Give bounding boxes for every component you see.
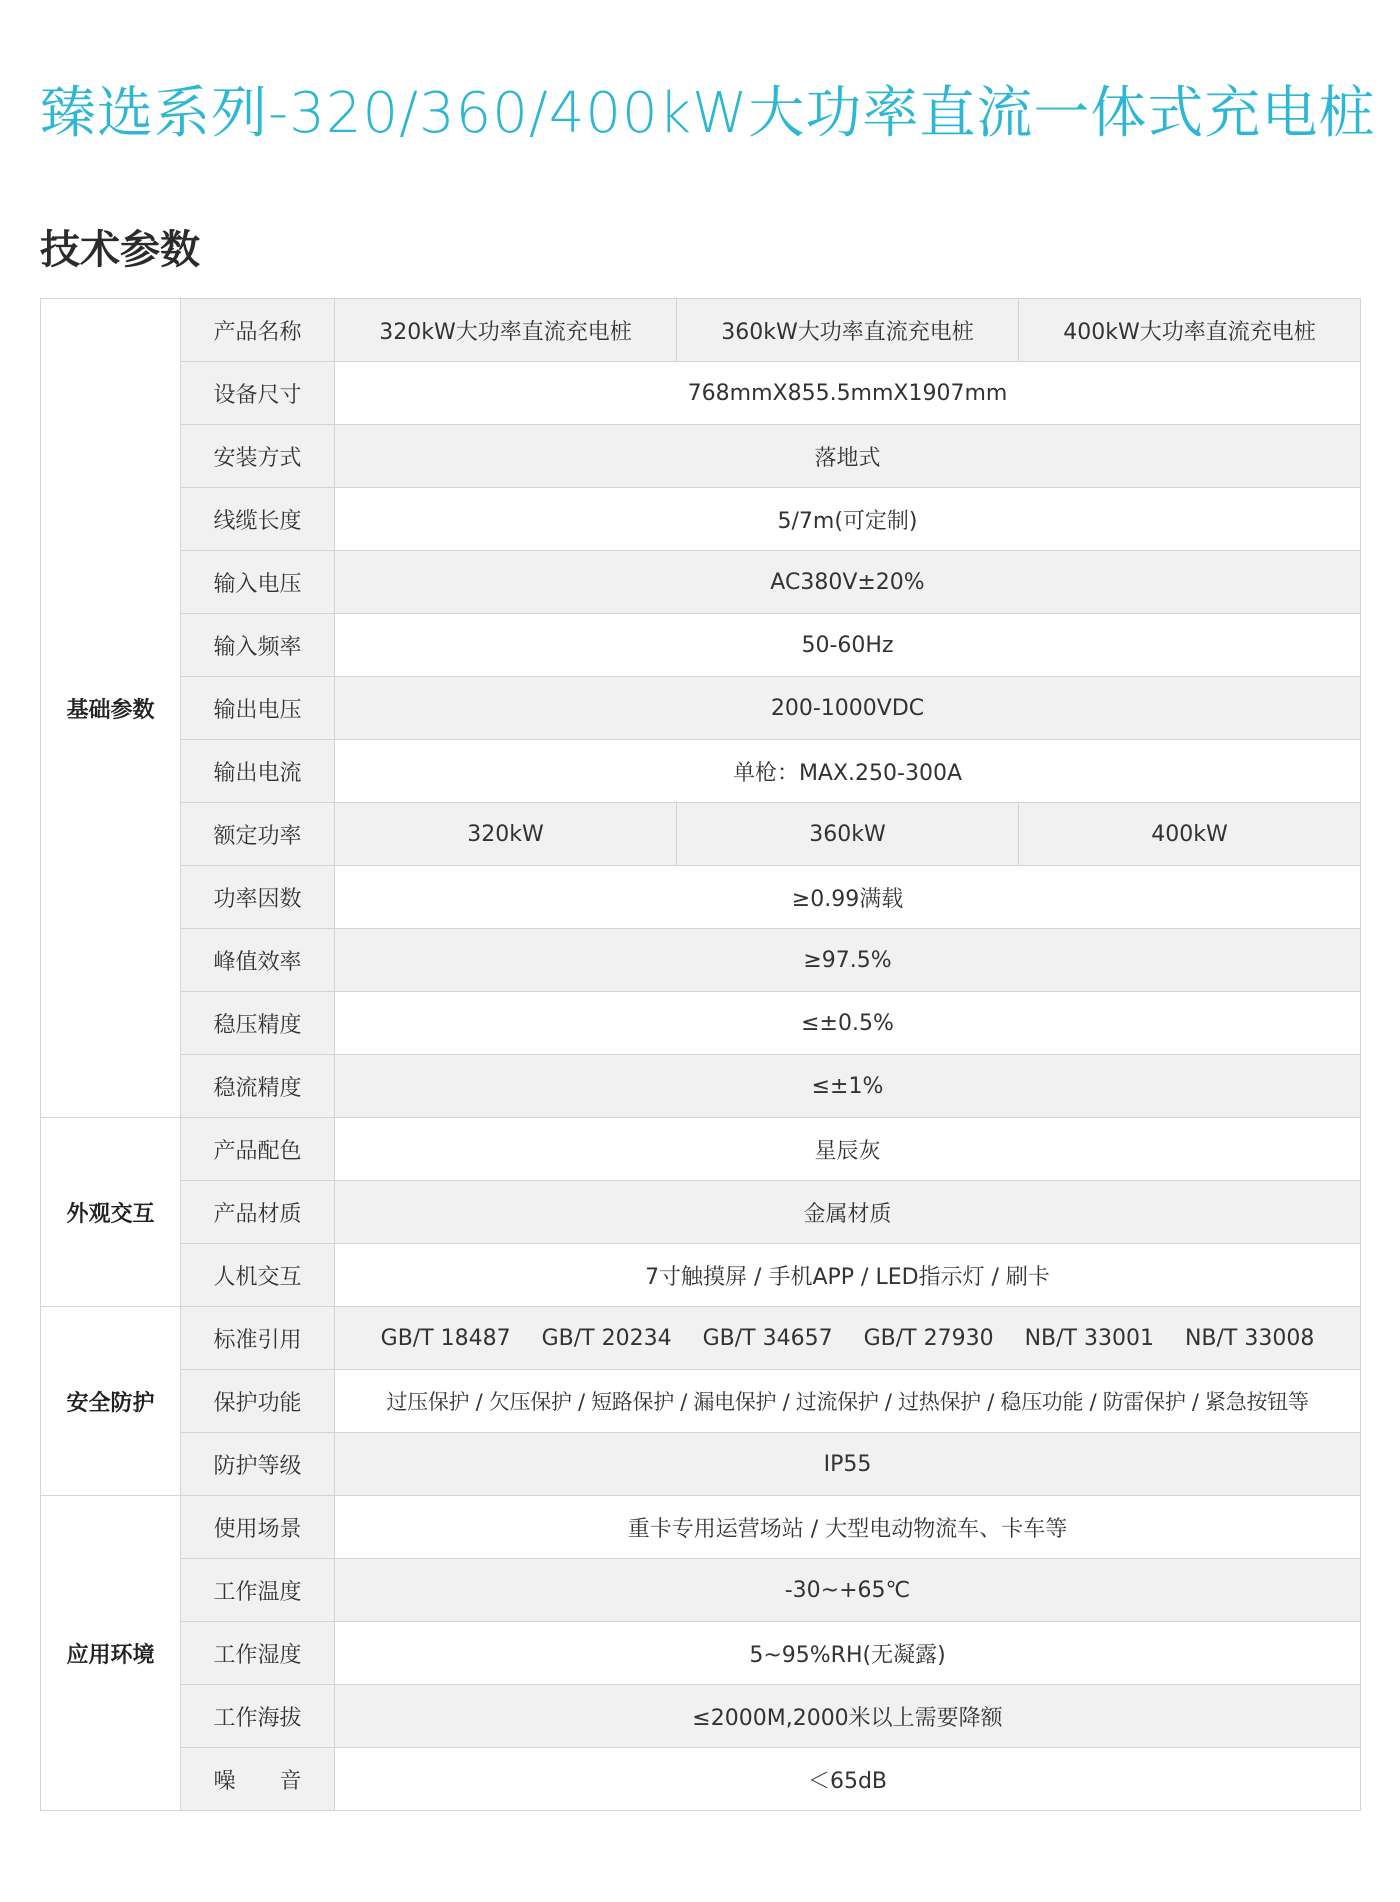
- standard-item: GB/T 20234: [541, 1325, 672, 1351]
- table-row: [41, 929, 1361, 992]
- group-label-safety: 安全防护: [41, 1307, 181, 1496]
- table-row: [41, 1433, 1361, 1496]
- row-value: 过压保护 / 欠压保护 / 短路保护 / 漏电保护 / 过流保护 / 过热保护 / 稳压功能 / 防雷保护 / 紧急按钮等: [335, 1370, 1361, 1433]
- table-row: [41, 1244, 1361, 1307]
- rated-power-400: 400kW: [1019, 803, 1361, 866]
- row-label: 稳压精度: [181, 992, 335, 1055]
- section-title: 技术参数: [40, 227, 200, 273]
- model-name-360: 360kW大功率直流充电桩: [677, 299, 1019, 362]
- row-value: IP55: [335, 1433, 1361, 1496]
- table-row: [41, 1748, 1361, 1811]
- row-value: 768mmX855.5mmX1907mm: [335, 362, 1361, 425]
- table-row: [41, 677, 1361, 740]
- row-value: 星辰灰: [335, 1118, 1361, 1181]
- row-value: 50-60Hz: [335, 614, 1361, 677]
- row-value: 5/7m(可定制): [335, 488, 1361, 551]
- row-value: ≤±1%: [335, 1055, 1361, 1118]
- table-row: [41, 1685, 1361, 1748]
- table-row: [41, 803, 1361, 866]
- table-row: [41, 1370, 1361, 1433]
- row-label: 工作海拔: [181, 1685, 335, 1748]
- row-value: ≥0.99满载: [335, 866, 1361, 929]
- standards-list: [335, 1307, 1361, 1370]
- table-row: [41, 488, 1361, 551]
- standard-item: GB/T 18487: [380, 1325, 511, 1351]
- row-value: 落地式: [335, 425, 1361, 488]
- model-name-400: 400kW大功率直流充电桩: [1019, 299, 1361, 362]
- rated-power-320: 320kW: [335, 803, 677, 866]
- table-row: [41, 551, 1361, 614]
- table-row: [41, 866, 1361, 929]
- spec-table: [40, 298, 1361, 1811]
- row-value: 7寸触摸屏 / 手机APP / LED指示灯 / 刷卡: [335, 1244, 1361, 1307]
- model-name-320: 320kW大功率直流充电桩: [335, 299, 677, 362]
- row-value: ≤2000M,2000米以上需要降额: [335, 1685, 1361, 1748]
- standard-item: NB/T 33008: [1184, 1325, 1315, 1351]
- row-label: 防护等级: [181, 1433, 335, 1496]
- table-row: [41, 1307, 1361, 1370]
- table-row: [41, 425, 1361, 488]
- table-row: [41, 740, 1361, 803]
- row-value: AC380V±20%: [335, 551, 1361, 614]
- row-label: 标准引用: [181, 1307, 335, 1370]
- table-row: [41, 1496, 1361, 1559]
- row-label: 输入电压: [181, 551, 335, 614]
- row-label: 保护功能: [181, 1370, 335, 1433]
- row-label: 功率因数: [181, 866, 335, 929]
- row-label: 稳流精度: [181, 1055, 335, 1118]
- rated-power-360: 360kW: [677, 803, 1019, 866]
- page-title: 臻选系列-320/360/400kW大功率直流一体式充电桩: [40, 81, 1376, 146]
- row-label: 工作湿度: [181, 1622, 335, 1685]
- row-value: 单枪：MAX.250-300A: [335, 740, 1361, 803]
- row-label: 使用场景: [181, 1496, 335, 1559]
- row-label: 额定功率: [181, 803, 335, 866]
- standard-item: NB/T 33001: [1024, 1325, 1154, 1351]
- row-value: 金属材质: [335, 1181, 1361, 1244]
- row-value: ≤±0.5%: [335, 992, 1361, 1055]
- table-row: [41, 299, 1361, 362]
- row-label: 输出电压: [181, 677, 335, 740]
- row-value: ＜65dB: [335, 1748, 1361, 1811]
- table-row: [41, 992, 1361, 1055]
- row-label: 安装方式: [181, 425, 335, 488]
- row-label: 工作温度: [181, 1559, 335, 1622]
- row-value: 200-1000VDC: [335, 677, 1361, 740]
- group-label-environment: 应用环境: [41, 1496, 181, 1811]
- standard-item: GB/T 34657: [702, 1325, 833, 1351]
- standard-item: GB/T 27930: [863, 1325, 994, 1351]
- group-label-appearance: 外观交互: [41, 1118, 181, 1307]
- row-label: 产品配色: [181, 1118, 335, 1181]
- table-row: [41, 1181, 1361, 1244]
- row-value: -30~+65℃: [335, 1559, 1361, 1622]
- row-value: 重卡专用运营场站 / 大型电动物流车、卡车等: [335, 1496, 1361, 1559]
- table-row: [41, 614, 1361, 677]
- group-label-basic: 基础参数: [41, 299, 181, 1118]
- row-label: 设备尺寸: [181, 362, 335, 425]
- table-row: [41, 1622, 1361, 1685]
- row-label: 产品材质: [181, 1181, 335, 1244]
- row-label: 峰值效率: [181, 929, 335, 992]
- row-label: 输入频率: [181, 614, 335, 677]
- table-row: [41, 1559, 1361, 1622]
- row-value: 5~95%RH(无凝露): [335, 1622, 1361, 1685]
- table-row: [41, 1055, 1361, 1118]
- row-label: 人机交互: [181, 1244, 335, 1307]
- row-label: 输出电流: [181, 740, 335, 803]
- row-label: 噪 音: [181, 1748, 335, 1811]
- row-label: 产品名称: [181, 299, 335, 362]
- table-row: [41, 362, 1361, 425]
- row-value: ≥97.5%: [335, 929, 1361, 992]
- row-label: 线缆长度: [181, 488, 335, 551]
- table-row: [41, 1118, 1361, 1181]
